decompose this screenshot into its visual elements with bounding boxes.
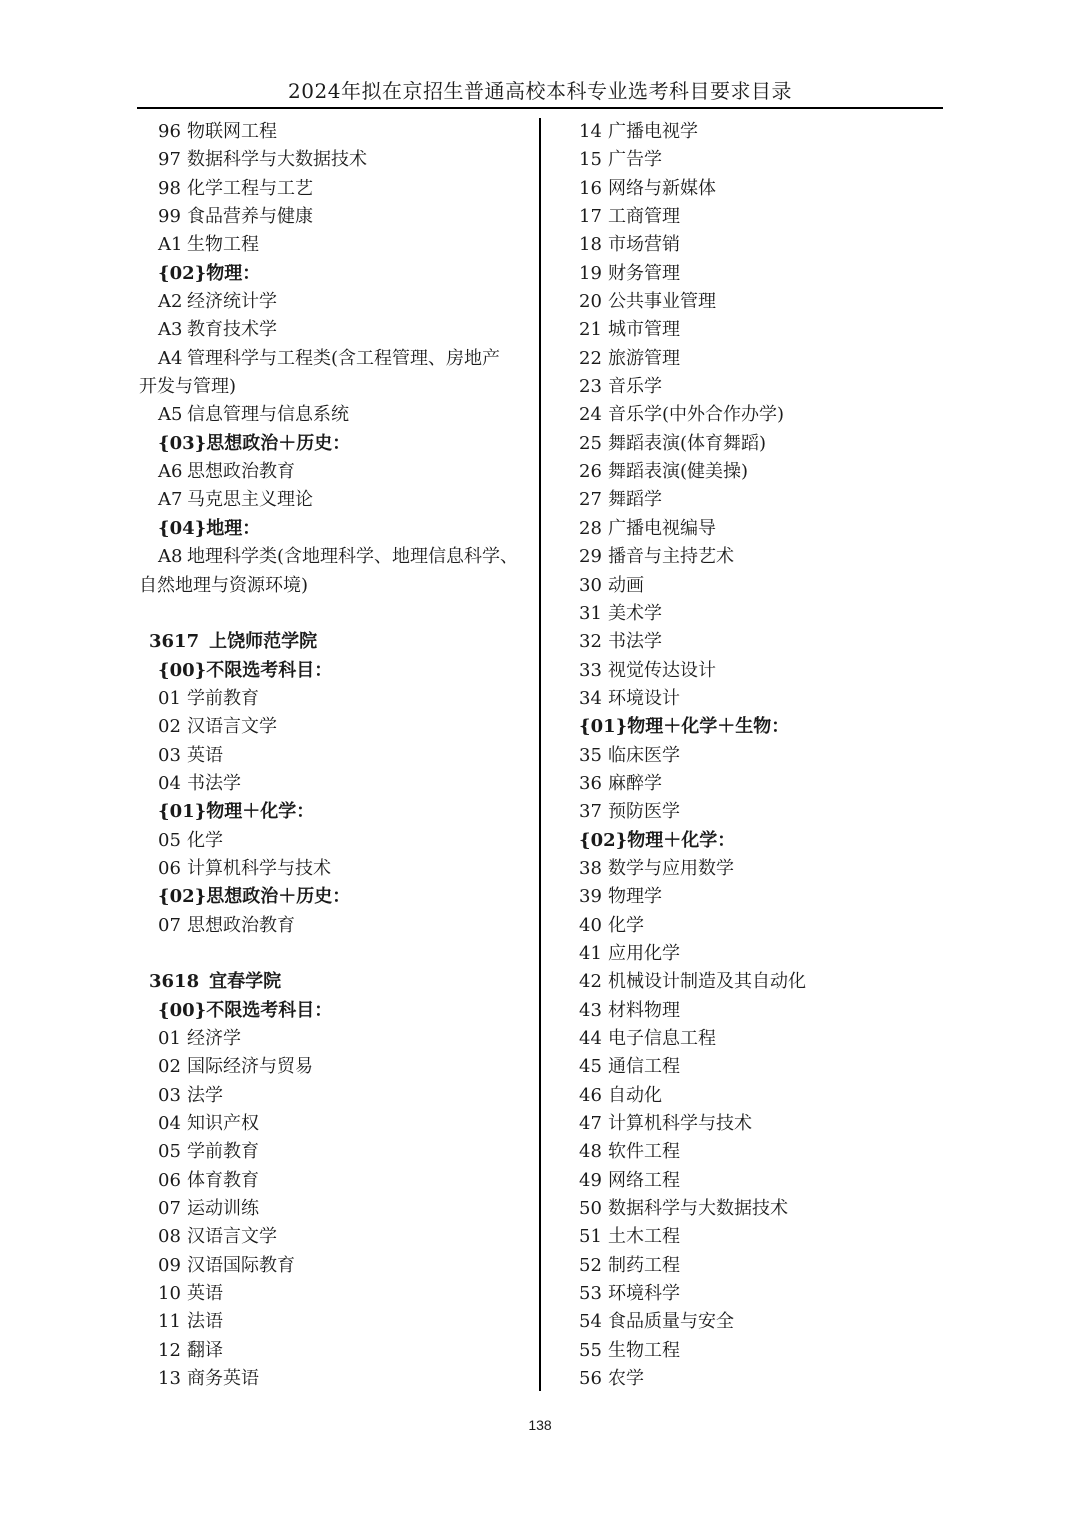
program-code: 13 <box>158 1368 181 1390</box>
program-name: 英语 <box>187 744 223 766</box>
list-item <box>139 1223 531 1251</box>
program-name: 视觉传达设计 <box>608 659 716 681</box>
list-item <box>560 1195 930 1223</box>
list-item <box>560 288 930 316</box>
program-code: A7 <box>158 489 183 511</box>
program-name: 通信工程 <box>608 1056 680 1078</box>
program-code: 29 <box>579 546 602 568</box>
program-code: A3 <box>158 319 183 341</box>
program-list <box>560 742 930 827</box>
program-name: 工商管理 <box>608 206 680 228</box>
list-item <box>139 685 531 713</box>
left-column <box>139 118 531 1393</box>
program-name: 播音与主持艺术 <box>608 546 734 568</box>
program-name: 音乐学 <box>608 376 662 398</box>
program-code: 06 <box>158 1169 181 1191</box>
program-code: 07 <box>158 1198 181 1220</box>
program-code: 48 <box>579 1141 602 1163</box>
program-code: 99 <box>158 206 181 228</box>
program-code: 28 <box>579 517 602 539</box>
list-item <box>560 912 930 940</box>
program-name: 美术学 <box>608 602 662 624</box>
program-name: 生物工程 <box>608 1339 680 1361</box>
program-name: 城市管理 <box>608 319 680 341</box>
subject-group-heading: {02}物理＋化学： <box>579 829 736 851</box>
program-code: 97 <box>158 149 181 171</box>
program-list <box>139 912 531 940</box>
subject-group-heading: {02}物理： <box>158 262 261 284</box>
program-name: 数据科学与大数据技术 <box>608 1198 788 1220</box>
list-item <box>139 912 531 940</box>
program-code: 05 <box>158 1141 181 1163</box>
list-item <box>139 1082 531 1110</box>
program-name: 食品营养与健康 <box>187 206 313 228</box>
program-name: 思想政治教育 <box>187 461 295 483</box>
program-code: 55 <box>579 1339 602 1361</box>
program-list <box>139 827 531 884</box>
program-code: 20 <box>579 291 602 313</box>
list-item <box>560 968 930 996</box>
school-code: 3618 <box>149 971 200 993</box>
program-code: 04 <box>158 1113 181 1135</box>
program-code: 96 <box>158 121 181 142</box>
program-code: A5 <box>158 404 183 426</box>
page-title: 2024年拟在京招生普通高校本科专业选考科目要求目录 <box>288 79 792 103</box>
list-item <box>560 401 930 429</box>
program-code: 35 <box>579 744 602 766</box>
program-name: 舞蹈表演(健美操) <box>608 461 749 483</box>
program-code: 03 <box>158 744 181 766</box>
program-code: 51 <box>579 1226 602 1248</box>
list-item <box>560 855 930 883</box>
program-name: 汉语言文学 <box>187 716 277 738</box>
program-code: 32 <box>579 631 602 653</box>
list-item <box>560 1223 930 1251</box>
program-name: 预防医学 <box>608 801 680 823</box>
list-item <box>560 1280 930 1308</box>
program-name: 材料物理 <box>608 999 680 1021</box>
list-item <box>560 997 930 1025</box>
program-name: 软件工程 <box>608 1141 680 1163</box>
column-divider <box>539 118 541 1391</box>
program-name: 网络与新媒体 <box>608 177 716 199</box>
program-name: 信息管理与信息系统 <box>187 404 349 426</box>
program-code: 14 <box>579 121 602 142</box>
list-item <box>560 146 930 174</box>
list-item <box>139 1110 531 1138</box>
list-item <box>139 1167 531 1195</box>
subject-group-heading: {00}不限选考科目： <box>158 999 333 1021</box>
program-code: 40 <box>579 914 602 936</box>
program-code: 04 <box>158 772 181 794</box>
program-list <box>139 1025 531 1393</box>
program-code: 01 <box>158 1028 181 1049</box>
program-name: 生物工程 <box>187 234 259 256</box>
list-item <box>560 1252 930 1280</box>
program-name: 电子信息工程 <box>608 1028 716 1049</box>
program-name: 物联网工程 <box>187 121 277 142</box>
program-name: 马克思主义理论 <box>187 489 313 511</box>
program-name: 体育教育 <box>187 1169 259 1191</box>
program-code: 25 <box>579 432 602 454</box>
program-code: 01 <box>158 687 181 709</box>
program-code: 07 <box>158 914 181 936</box>
list-item <box>139 118 531 146</box>
program-name: 数据科学与大数据技术 <box>187 149 367 171</box>
program-code: A4 <box>158 347 183 369</box>
list-item <box>139 1365 531 1393</box>
program-name: 食品质量与安全 <box>608 1311 734 1333</box>
program-code: 43 <box>579 999 602 1021</box>
list-item <box>560 118 930 146</box>
list-item <box>139 742 531 770</box>
program-code: 18 <box>579 234 602 256</box>
program-name: 舞蹈表演(体育舞蹈) <box>608 432 767 454</box>
program-code: 09 <box>158 1254 181 1276</box>
program-name: 书法学 <box>608 631 662 653</box>
list-item <box>139 827 531 855</box>
list-item <box>560 373 930 401</box>
list-item <box>560 1167 930 1195</box>
list-item <box>560 742 930 770</box>
list-item <box>560 458 930 486</box>
program-code: 44 <box>579 1028 602 1049</box>
program-name: 旅游管理 <box>608 347 680 369</box>
program-code: 16 <box>579 177 602 199</box>
program-name: 机械设计制造及其自动化 <box>608 971 806 993</box>
list-item <box>560 1082 930 1110</box>
program-name: 物理学 <box>608 886 662 908</box>
list-item <box>560 685 930 713</box>
program-code: 08 <box>158 1226 181 1248</box>
program-code: 49 <box>579 1169 602 1191</box>
list-item <box>139 316 531 344</box>
subject-group-heading: {01}物理＋化学： <box>158 801 315 823</box>
program-code: 23 <box>579 376 602 398</box>
program-name: 学前教育 <box>187 1141 259 1163</box>
program-name: 网络工程 <box>608 1169 680 1191</box>
list-item <box>560 1365 930 1393</box>
program-list <box>139 288 531 345</box>
program-code: 42 <box>579 971 602 993</box>
program-name: 化学 <box>608 914 644 936</box>
program-name: 临床医学 <box>608 744 680 766</box>
list-item <box>560 940 930 968</box>
program-code: 15 <box>579 149 602 171</box>
program-name: 管理科学与工程类(含工程管理、房地产 <box>187 347 501 369</box>
list-item <box>139 713 531 741</box>
program-name: 公共事业管理 <box>608 291 716 313</box>
program-code: 11 <box>158 1311 181 1333</box>
list-item <box>139 1337 531 1365</box>
program-name: 运动训练 <box>187 1198 259 1220</box>
program-list <box>139 118 531 260</box>
list-item <box>139 1053 531 1081</box>
program-code: 24 <box>579 404 602 426</box>
program-name: 自动化 <box>608 1084 662 1106</box>
program-name: 知识产权 <box>187 1113 259 1135</box>
list-item <box>560 770 930 798</box>
program-name: 应用化学 <box>608 942 680 964</box>
program-code: 22 <box>579 347 602 369</box>
program-name: 计算机科学与技术 <box>187 857 331 879</box>
list-item <box>139 1252 531 1280</box>
program-code: A6 <box>158 461 183 483</box>
subject-group-heading: {00}不限选考科目： <box>158 659 333 681</box>
program-name: 化学工程与工艺 <box>187 177 313 199</box>
school-heading <box>139 968 531 996</box>
program-code: 47 <box>579 1113 602 1135</box>
list-item <box>139 231 531 259</box>
program-code: 36 <box>579 772 602 794</box>
list-item <box>139 770 531 798</box>
program-name: 麻醉学 <box>608 772 662 794</box>
right-column <box>560 118 930 1393</box>
list-item <box>139 146 531 174</box>
list-item <box>560 628 930 656</box>
program-code: A8 <box>158 546 183 568</box>
program-name: 书法学 <box>187 772 241 794</box>
program-code: 38 <box>579 857 602 879</box>
list-item <box>139 1195 531 1223</box>
program-list <box>139 685 531 798</box>
program-list <box>139 458 531 515</box>
program-name: 农学 <box>608 1368 644 1390</box>
program-code: 46 <box>579 1084 602 1106</box>
header-rule <box>137 107 943 109</box>
program-code: 02 <box>158 716 181 738</box>
program-code: 27 <box>579 489 602 511</box>
program-name: 法学 <box>187 1084 223 1106</box>
program-code: 19 <box>579 262 602 284</box>
list-item <box>139 543 531 571</box>
list-item <box>139 1308 531 1336</box>
school-name: 上饶师范学院 <box>209 631 318 653</box>
page-number: 138 <box>528 1417 552 1433</box>
program-code: 03 <box>158 1084 181 1106</box>
program-name: 国际经济与贸易 <box>187 1056 313 1078</box>
program-code: 37 <box>579 801 602 823</box>
list-item-continuation: 自然地理与资源环境) <box>139 574 309 596</box>
program-code: 52 <box>579 1254 602 1276</box>
school-name: 宜春学院 <box>209 971 282 993</box>
list-item <box>560 345 930 373</box>
list-item <box>139 458 531 486</box>
program-name: 市场营销 <box>608 234 680 256</box>
program-code: 33 <box>579 659 602 681</box>
list-item <box>139 203 531 231</box>
program-name: 商务英语 <box>187 1368 259 1390</box>
program-name: 广告学 <box>608 149 662 171</box>
program-code: 41 <box>579 942 602 964</box>
program-name: 地理科学类(含地理科学、地理信息科学、 <box>187 546 519 568</box>
program-name: 学前教育 <box>187 687 259 709</box>
list-item <box>560 543 930 571</box>
program-name: 汉语言文学 <box>187 1226 277 1248</box>
program-name: 广播电视学 <box>608 121 698 142</box>
program-name: 制药工程 <box>608 1254 680 1276</box>
program-name: 教育技术学 <box>187 319 277 341</box>
list-item <box>560 430 930 458</box>
program-name: 翻译 <box>187 1339 223 1361</box>
list-item <box>560 316 930 344</box>
school-heading <box>139 628 531 656</box>
list-item <box>139 288 531 316</box>
list-item <box>560 1053 930 1081</box>
list-item <box>560 1110 930 1138</box>
program-code: A2 <box>158 291 183 313</box>
list-item <box>560 883 930 911</box>
program-code: 30 <box>579 574 602 596</box>
program-list <box>560 855 930 1394</box>
list-item <box>560 600 930 628</box>
program-name: 经济统计学 <box>187 291 277 313</box>
program-code: 02 <box>158 1056 181 1078</box>
list-item <box>560 203 930 231</box>
program-name: 土木工程 <box>608 1226 680 1248</box>
program-name: 动画 <box>608 574 644 596</box>
program-code: 17 <box>579 206 602 228</box>
program-name: 财务管理 <box>608 262 680 284</box>
program-code: 26 <box>579 461 602 483</box>
school-code: 3617 <box>149 631 200 653</box>
program-code: 50 <box>579 1198 602 1220</box>
program-code: 10 <box>158 1283 181 1305</box>
program-code: 53 <box>579 1283 602 1305</box>
program-name: 舞蹈学 <box>608 489 662 511</box>
spacer <box>139 600 531 628</box>
list-item <box>139 855 531 883</box>
program-name: 环境科学 <box>608 1283 680 1305</box>
list-item <box>139 1025 531 1053</box>
list-item-continuation: 开发与管理) <box>139 376 237 398</box>
program-name: 广播电视编导 <box>608 517 716 539</box>
program-code: A1 <box>158 234 183 256</box>
program-code: 06 <box>158 857 181 879</box>
program-code: 12 <box>158 1339 181 1361</box>
list-item <box>560 175 930 203</box>
program-code: 21 <box>579 319 602 341</box>
list-item <box>560 515 930 543</box>
program-name: 计算机科学与技术 <box>608 1113 752 1135</box>
spacer <box>139 940 531 968</box>
list-item <box>139 1280 531 1308</box>
program-code: 05 <box>158 829 181 851</box>
program-name: 英语 <box>187 1283 223 1305</box>
list-item <box>139 345 531 373</box>
program-name: 化学 <box>187 829 223 851</box>
list-item <box>560 231 930 259</box>
list-item <box>560 1308 930 1336</box>
program-name: 经济学 <box>187 1028 241 1049</box>
list-item <box>560 1025 930 1053</box>
program-name: 汉语国际教育 <box>187 1254 295 1276</box>
list-item <box>139 401 531 429</box>
program-name: 思想政治教育 <box>187 914 295 936</box>
list-item <box>560 486 930 514</box>
list-item <box>560 260 930 288</box>
program-code: 39 <box>579 886 602 908</box>
subject-group-heading: {02}思想政治＋历史： <box>158 886 351 908</box>
program-name: 法语 <box>187 1311 223 1333</box>
list-item <box>560 572 930 600</box>
list-item <box>560 657 930 685</box>
program-code: 31 <box>579 602 602 624</box>
program-code: 34 <box>579 687 602 709</box>
program-name: 数学与应用数学 <box>608 857 734 879</box>
program-name: 环境设计 <box>608 687 680 709</box>
program-code: 45 <box>579 1056 602 1078</box>
program-code: 98 <box>158 177 181 199</box>
list-item <box>139 1138 531 1166</box>
list-item <box>560 1138 930 1166</box>
list-item <box>560 1337 930 1365</box>
subject-group-heading: {03}思想政治＋历史： <box>158 432 351 454</box>
program-name: 音乐学(中外合作办学) <box>608 404 785 426</box>
subject-group-heading: {04}地理： <box>158 517 261 539</box>
list-item <box>560 798 930 826</box>
list-item <box>139 175 531 203</box>
list-item <box>139 486 531 514</box>
program-code: 54 <box>579 1311 602 1333</box>
program-list <box>560 118 930 713</box>
program-code: 56 <box>579 1368 602 1390</box>
subject-group-heading: {01}物理＋化学＋生物： <box>579 716 790 738</box>
